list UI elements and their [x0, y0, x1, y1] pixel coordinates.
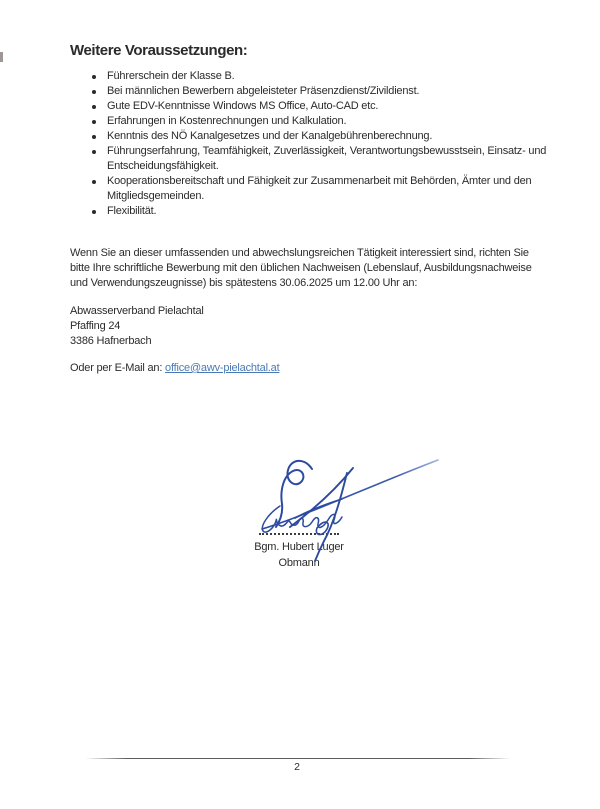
address-line: Pfaffing 24 [70, 320, 121, 332]
list-item [70, 99, 546, 114]
list-item [70, 144, 546, 174]
bullet-icon [92, 180, 96, 184]
signatory-name: Bgm. Hubert Luger [254, 541, 344, 553]
bullet-icon [92, 210, 96, 214]
address-line: Abwasserverband Pielachtal [70, 305, 204, 317]
bullet-icon [92, 105, 96, 109]
bullet-text: Erfahrungen in Kostenrechnungen und Kalkulation. [107, 115, 347, 127]
application-paragraph [70, 246, 532, 291]
email-link[interactable]: office@awv-pielachtal.at [165, 362, 280, 374]
email-line [70, 361, 279, 376]
paragraph-line: bitte Ihre schriftliche Bewerbung mit den üblichen Nachweisen (Lebenslauf, Ausbildungsnachweise [70, 262, 532, 274]
bullet-text: Kenntnis des NÖ Kanalgesetzes und der Kanalgebührenberechnung. [107, 130, 433, 142]
list-item [70, 114, 546, 129]
bullet-text: Flexibilität. [107, 205, 157, 217]
list-item [70, 84, 546, 99]
address-line: 3386 Hafnerbach [70, 335, 152, 347]
bullet-text: Mitgliedsgemeinden. [107, 190, 205, 202]
bullet-icon [92, 135, 96, 139]
address-block [70, 304, 204, 349]
paragraph-line: Wenn Sie an dieser umfassenden und abwechslungsreichen Tätigkeit interessiert sind, richten Sie [70, 247, 529, 259]
scan-artifact [0, 52, 3, 62]
list-item [70, 174, 546, 204]
signatory-role: Obmann [278, 557, 320, 569]
bullet-icon [92, 75, 96, 79]
bullet-text: Entscheidungsfähigkeit. [107, 160, 219, 172]
list-item [70, 69, 546, 84]
page-heading: Weitere Voraussetzungen: [70, 42, 248, 59]
bullet-text: Führerschein der Klasse B. [107, 70, 235, 82]
bullet-text: Bei männlichen Bewerbern abgeleisteter Präsenzdienst/Zivildienst. [107, 85, 420, 97]
bullet-list [70, 69, 546, 219]
page-number: 2 [294, 761, 300, 773]
paragraph-line: und Verwendungszeugnisse) bis spätestens 30.06.2025 um 12.00 Uhr an: [70, 277, 418, 289]
email-label: Oder per E-Mail an: [70, 362, 166, 374]
bullet-icon [92, 150, 96, 154]
list-item [70, 204, 546, 219]
footer-divider [85, 758, 511, 759]
bullet-text: Führungserfahrung, Teamfähigkeit, Zuverlässigkeit, Verantwortungsbewusstsein, Einsatz- und [107, 145, 547, 157]
bullet-text: Kooperationsbereitschaft und Fähigkeit zur Zusammenarbeit mit Behörden, Ämter und den [107, 175, 532, 187]
list-item [70, 129, 546, 144]
bullet-text: Gute EDV-Kenntnisse Windows MS Office, Auto-CAD etc. [107, 100, 379, 112]
signature-dotted-line [259, 533, 339, 535]
bullet-icon [92, 90, 96, 94]
bullet-icon [92, 120, 96, 124]
